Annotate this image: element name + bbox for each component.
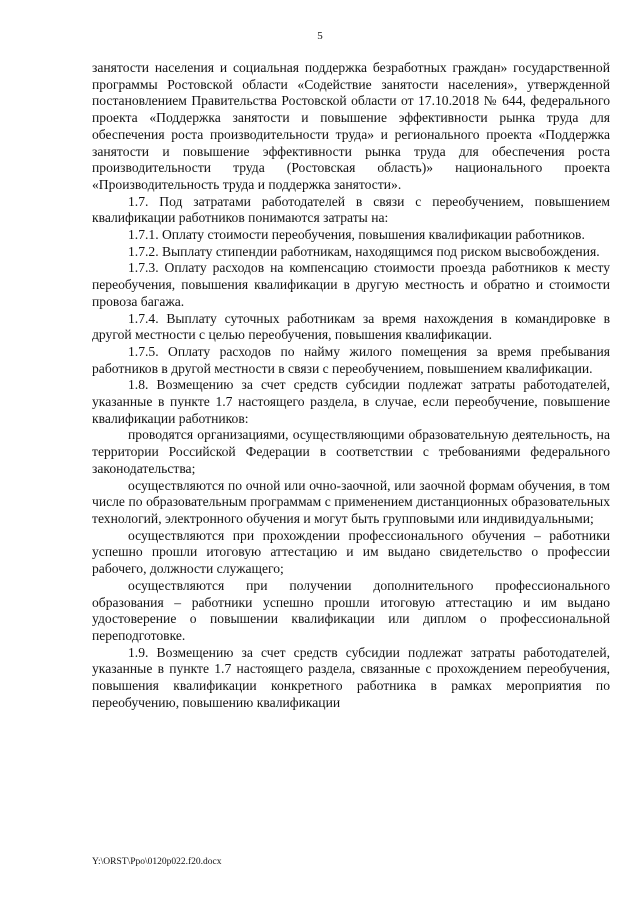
page-number: 5 [317, 30, 323, 42]
list-item-professional-training: осуществляются при прохождении профессионального обучения – работники успешно прошли итоговую аттестацию и им выдано свидетельство о профессии рабочего, должности служащего; [92, 527, 610, 577]
footer-file-path: Y:\ORST\Ppo\0120p022.f20.docx [92, 857, 222, 867]
paragraph-1-8: 1.8. Возмещению за счет средств субсидии подлежат затраты работодателей, указанные в пункте 1.7 настоящего раздела, в случае, если переобучение, повышение квалификации работников: [92, 377, 610, 426]
paragraph-1-7: 1.7. Под затратами работодателей в связи с переобучением, повышением квалификации работников понимаются затраты на: [92, 193, 610, 226]
paragraph-1-7-1: 1.7.1. Оплату стоимости переобучения, повышения квалификации работников. [128, 227, 585, 243]
list-item-organizations: проводятся организациями, осуществляющими образовательную деятельность, на территории Российской Федерации в соответствии с требованиями федерального законодательства; [92, 427, 610, 476]
paragraph-1-7-2: 1.7.2. Выплату стипендии работникам, находящимся под риском высвобождения. [128, 243, 600, 259]
paragraph-continuation: занятости населения и социальная поддержка безработных граждан» государственной программы Ростовской области «Содействие занятости населения», утвержденной постановлением Правительства Ростовской области от 17.10.2018 № 644, федерального проекта «Поддержка занятости и повышение эффективности рынка труда для обеспечения роста производительности труда» и регионального проекта «Поддержка занятости и повышение эффективности рынка труда для обеспечения роста производительности труда (Ростовская область)» национального проекта «Производительность труда и поддержка занятости». [92, 60, 610, 192]
paragraph-1-7-5: 1.7.5. Оплату расходов по найму жилого помещения за время пребывания работников в другой местности в связи с переобучением, повышением квалификации. [92, 343, 610, 376]
paragraph-1-9: 1.9. Возмещению за счет средств субсидии подлежат затраты работодателей, указанные в пункте 1.7 настоящего раздела, связанные с прохождением переобучения, повышения квалификации конкретного работника в рамках мероприятия по переобучению, повышению квалификации [92, 644, 610, 710]
paragraph-1-7-3: 1.7.3. Оплату расходов на компенсацию стоимости проезда работников к месту переобучения, повышения квалификации в другую местность и обратно и стоимости провоза багажа. [92, 260, 610, 309]
document-body [92, 60, 610, 711]
list-item-study-forms: осуществляются по очной или очно-заочной, или заочной формам обучения, в том числе по образовательным программам с применением дистанционных образовательных технологий, электронного обучения и могут быть групповыми или индивидуальными; [92, 477, 610, 526]
list-item-additional-education: осуществляются при получении дополнительного профессионального образования – работники успешно прошли итоговую аттестацию и им выдано удостоверение о повышении квалификации или диплом о профессиональной переподготовке. [92, 577, 610, 643]
paragraph-1-7-4: 1.7.4. Выплату суточных работникам за время нахождения в командировке в другой местности с целью переобучения, повышения квалификации. [92, 310, 610, 343]
